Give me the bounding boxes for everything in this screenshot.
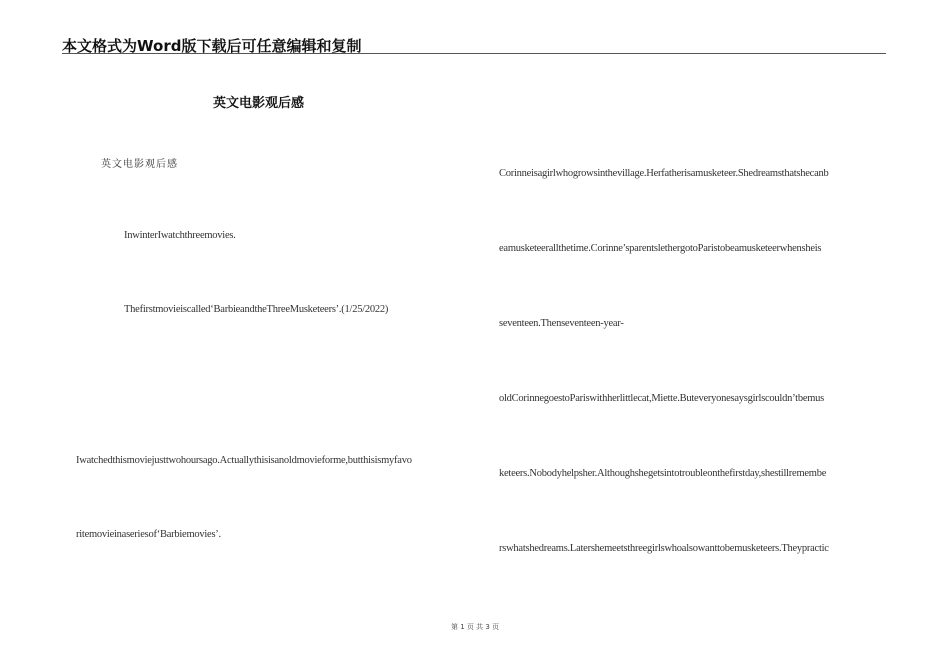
left-paragraph-line: Iwatchedthismoviejusttwohoursago.Actuallythisisanoldmovieforme,butthisismyfavo — [76, 455, 412, 466]
page-header: 本文格式为Word版下载后可任意编辑和复制 — [62, 37, 362, 55]
header-divider — [62, 53, 886, 54]
left-paragraph-line: 英文电影观后感 — [101, 159, 178, 170]
right-paragraph-line: rswhatshedreams.Latershemeetsthreegirlswhoalsowanttobemusketeers.Theypractic — [499, 543, 829, 554]
right-paragraph-line: Corinneisagirlwhogrowsinthevillage.Herfatherisamusketeer.Shedreamsthatshecanb — [499, 168, 829, 179]
left-paragraph-line: InwinterIwatchthreemovies. — [124, 230, 236, 241]
right-paragraph-line: oldCorinnegoestoPariswithherlittlecat,Miette.Buteveryonesaysgirlscouldn’tbemus — [499, 393, 824, 404]
right-paragraph-line: eamusketeerallthetime.Corinne’sparentslethergotoParistobeamusketeerwhensheis — [499, 243, 822, 254]
right-paragraph-line: keteers.Nobodyhelpsher.Althoughshegetsintotroubleonthefirstday,shestillremembe — [499, 468, 827, 479]
document-title: 英文电影观后感 — [213, 96, 305, 111]
right-paragraph-line: seventeen.Thenseventeen-year- — [499, 318, 624, 329]
left-paragraph-line: Thefirstmovieiscalled‘BarbieandtheThreeMusketeers’.(1/25/2022) — [124, 304, 389, 315]
page-number-footer: 第 1 页 共 3 页 — [450, 623, 500, 631]
left-paragraph-line: ritemovieinaseriesof‘Barbiemovies’. — [76, 529, 221, 540]
